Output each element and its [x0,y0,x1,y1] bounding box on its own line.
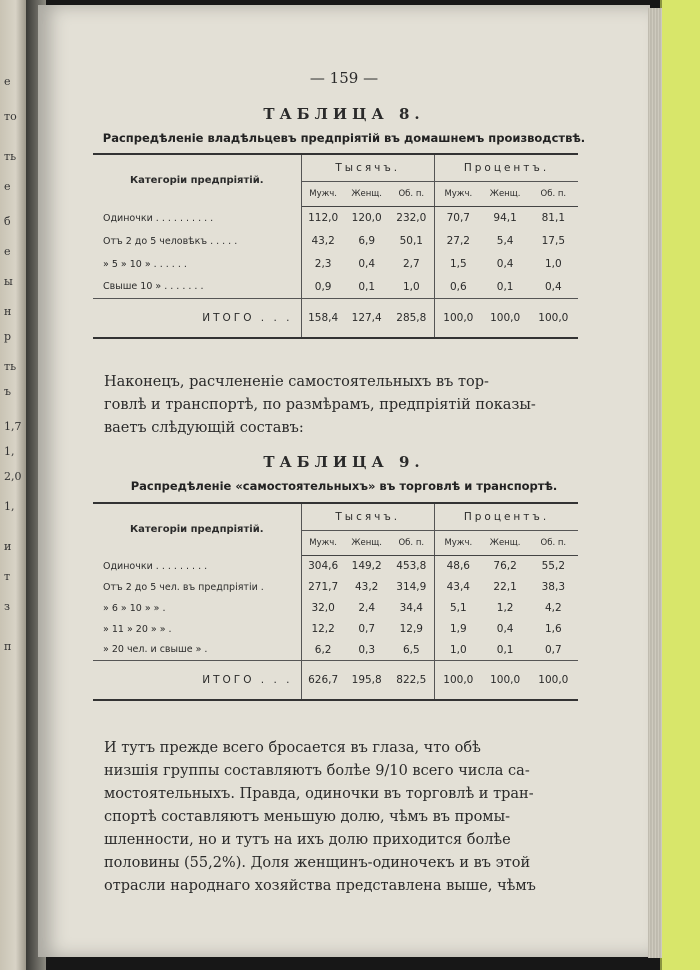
table9-cell: 43,2 [354,581,379,593]
paragraph-2 [104,737,586,898]
table9-cell: 0,7 [544,643,562,656]
table8-category-header: Категоріи предпріятій. [93,154,301,207]
table8-cell: 0,4 [358,258,376,270]
facing-page-edge [0,0,26,970]
table9-cell: 2,4 [358,602,376,614]
table9-subheader: Об. п. [389,531,435,556]
paragraph2-line: И тутъ прежде всего бросается въ глаза, что обѣ [104,740,481,756]
facing-page-text: 2,0 [4,470,22,483]
table8-cell: 0,4 [544,280,562,293]
table9-caption: Распредѣленіе «самостоятельныхъ» въ торговлѣ и транспортѣ. [130,479,558,493]
table9-cell: 304,6 [308,560,339,573]
table9-cell: 149,2 [351,560,382,573]
facing-page-text: и [4,540,12,553]
table8-cell: 50,1 [389,230,435,253]
table9-cell: 314,9 [389,577,435,598]
table8-cell: 0,4 [496,258,514,270]
facing-page-text: ть [4,150,17,163]
facing-page-text: то [4,110,17,123]
facing-page-text: т [4,570,11,583]
table8-cell: 81,1 [541,212,566,225]
table9 [93,502,578,701]
table9-group-percent: Процентъ. [435,503,578,531]
table9-total-cell: 100,0 [435,661,482,701]
table9-row-label: » 6 » 10 » » . [93,598,301,619]
facing-page-text: 1,7 [4,420,22,433]
table9-cell: 6,2 [314,643,332,656]
table8-cell: 1,5 [449,258,467,270]
paragraph-1 [104,371,586,440]
table9-cell: 1,2 [496,602,514,614]
table8-row-label: Отъ 2 до 5 человѣкъ . . . . . [93,230,301,253]
table9-heading: ТАБЛИЦА 9. [263,453,425,471]
table8-total-cell: 158,4 [301,299,345,339]
table8-subheader: Мужч. [435,182,482,207]
table9-cell: 32,0 [311,602,335,614]
table9-cell: 0,4 [496,623,514,635]
table9-cell: 0,3 [358,643,376,656]
table9-row [93,556,578,577]
table8-cell: 0,1 [496,280,514,293]
facing-page-text: р [4,330,12,343]
table9-total-cell: 100,0 [529,661,578,701]
table8-subheader: Женщ. [345,182,389,207]
facing-page-text: е [4,180,11,193]
table9-cell: 12,2 [311,623,335,635]
table9-row-label: » 20 чел. и свыше » . [93,640,301,661]
table9-subheader: Мужч. [301,531,345,556]
table8-total-cell: 100,0 [529,299,578,339]
table9-row-label: » 11 » 20 » » . [93,619,301,640]
paragraph2-line: спортѣ составляютъ меньшую долю, чѣмъ въ промы- [104,809,511,825]
table8-cell: 1,0 [544,258,562,270]
table8-subheader: Об. п. [389,182,435,207]
table8-subheader: Об. п. [529,182,578,207]
facing-page-text: е [4,75,11,88]
table9-cell: 43,4 [446,581,470,593]
table9-cell: 453,8 [389,556,435,577]
paragraph1-line: говлѣ и транспортѣ, по размѣрамъ, предпріятій показы- [104,397,536,413]
table8-cell: 0,9 [314,280,332,293]
table9-row [93,640,578,661]
table8-subheader: Женщ. [482,182,529,207]
table9-cell: 48,6 [446,560,470,573]
table9-group-thousands: Тысячъ. [301,503,435,531]
table9-cell: 5,1 [449,602,467,614]
facing-page-text: 1, [4,500,15,513]
table8-caption: Распредѣленіе владѣльцевъ предпріятій въ домашнемъ производствѣ. [102,131,586,145]
table9-row-label: Одиночки . . . . . . . . . [93,556,301,577]
facing-page-text: 1, [4,445,15,458]
paragraph1-line: ваетъ слѣдующій составъ: [104,420,304,436]
table8-total-cell: 127,4 [345,299,389,339]
paragraph2-line: низшія группы составляютъ болѣе 9/10 всего числа са- [104,763,530,779]
table8-cell: 232,0 [389,207,435,230]
table8-row [93,230,578,253]
table8-total-cell: 100,0 [435,299,482,339]
table9-cell: 4,2 [544,602,562,614]
table9-cell: 6,5 [389,640,435,661]
table9-row [93,598,578,619]
table8-cell: 43,2 [311,235,335,247]
table8-cell: 94,1 [493,212,517,225]
table9-cell: 34,4 [389,598,435,619]
book-cover [662,0,700,970]
table9-subheader: Об. п. [529,531,578,556]
facing-page-text: н [4,305,12,318]
table8-group-thousands: Тысячъ. [301,154,435,182]
table8 [93,153,578,339]
paragraph2-line: половины (55,2%). Доля женщинъ-одиночекъ и въ этой [104,855,531,871]
table9-total-label: ИТОГО . . . [93,661,301,701]
table8-row-label: Одиночки . . . . . . . . . . [93,207,301,230]
table9-total-cell: 195,8 [345,661,389,701]
table9-cell: 55,2 [541,560,566,573]
paragraph2-line: отрасли народнаго хозяйства представлена выше, чѣмъ [104,878,536,894]
table8-cell: 1,0 [389,276,435,299]
table9-subheader: Женщ. [482,531,529,556]
table9-row-label: Отъ 2 до 5 чел. въ предпріятіи . [93,577,301,598]
table9-cell: 1,9 [449,623,467,635]
table9-cell: 22,1 [493,581,517,593]
table9-cell: 76,2 [493,560,517,573]
table8-cell: 112,0 [308,212,339,225]
table8-total-cell: 100,0 [482,299,529,339]
facing-page-text: е [4,245,11,258]
page-number: — 159 — [309,69,379,87]
table8-row [93,276,578,299]
table9-cell: 1,6 [544,623,562,635]
table9-cell: 0,7 [358,623,376,635]
table8-cell: 17,5 [541,235,566,247]
table8-cell: 2,7 [389,253,435,276]
table9-cell: 1,0 [449,643,467,656]
table8-cell: 2,3 [314,258,332,270]
table8-row [93,207,578,230]
facing-page-text: ъ [4,385,11,398]
table8-cell: 5,4 [496,235,514,247]
table8-cell: 0,1 [358,280,376,293]
table9-row [93,619,578,640]
table8-row [93,253,578,276]
table8-cell: 120,0 [351,212,382,225]
table8-cell: 0,6 [449,280,467,293]
table8-row-label: » 5 » 10 » . . . . . . [93,253,301,276]
table8-heading: ТАБЛИЦА 8. [263,105,425,123]
table9-subheader: Мужч. [435,531,482,556]
table9-cell: 12,9 [389,619,435,640]
paragraph2-line: шленности, но и тутъ на ихъ долю приходится болѣе [104,832,511,848]
table9-category-header: Категоріи предпріятій. [93,503,301,556]
table9-total-cell: 822,5 [389,661,435,701]
facing-page-text: п [4,640,12,653]
book-page [38,5,650,957]
table8-cell: 6,9 [358,235,376,247]
table9-cell: 271,7 [308,581,339,593]
table8-cell: 70,7 [446,212,470,225]
table8-total-label: ИТОГО . . . [93,299,301,339]
table9-total-cell: 626,7 [301,661,345,701]
facing-page-text: з [4,600,10,613]
paragraph1-line: Наконецъ, расчлененіе самостоятельныхъ въ тор- [104,374,489,390]
table9-total-cell: 100,0 [482,661,529,701]
table8-cell: 27,2 [446,235,470,247]
table9-row [93,577,578,598]
table9-cell: 0,1 [496,643,514,656]
table8-subheader: Мужч. [301,182,345,207]
table8-row-label: Свыше 10 » . . . . . . . [93,276,301,299]
table9-cell: 38,3 [541,581,566,593]
facing-page-text: ы [4,275,13,288]
table8-total-cell: 285,8 [389,299,435,339]
table8-group-percent: Процентъ. [435,154,578,182]
facing-page-text: ть [4,360,17,373]
facing-page-text: б [4,215,11,228]
paragraph2-line: мостоятельныхъ. Правда, одиночки въ торговлѣ и тран- [104,786,534,802]
table9-subheader: Женщ. [345,531,389,556]
page-stack-edge [648,8,662,958]
